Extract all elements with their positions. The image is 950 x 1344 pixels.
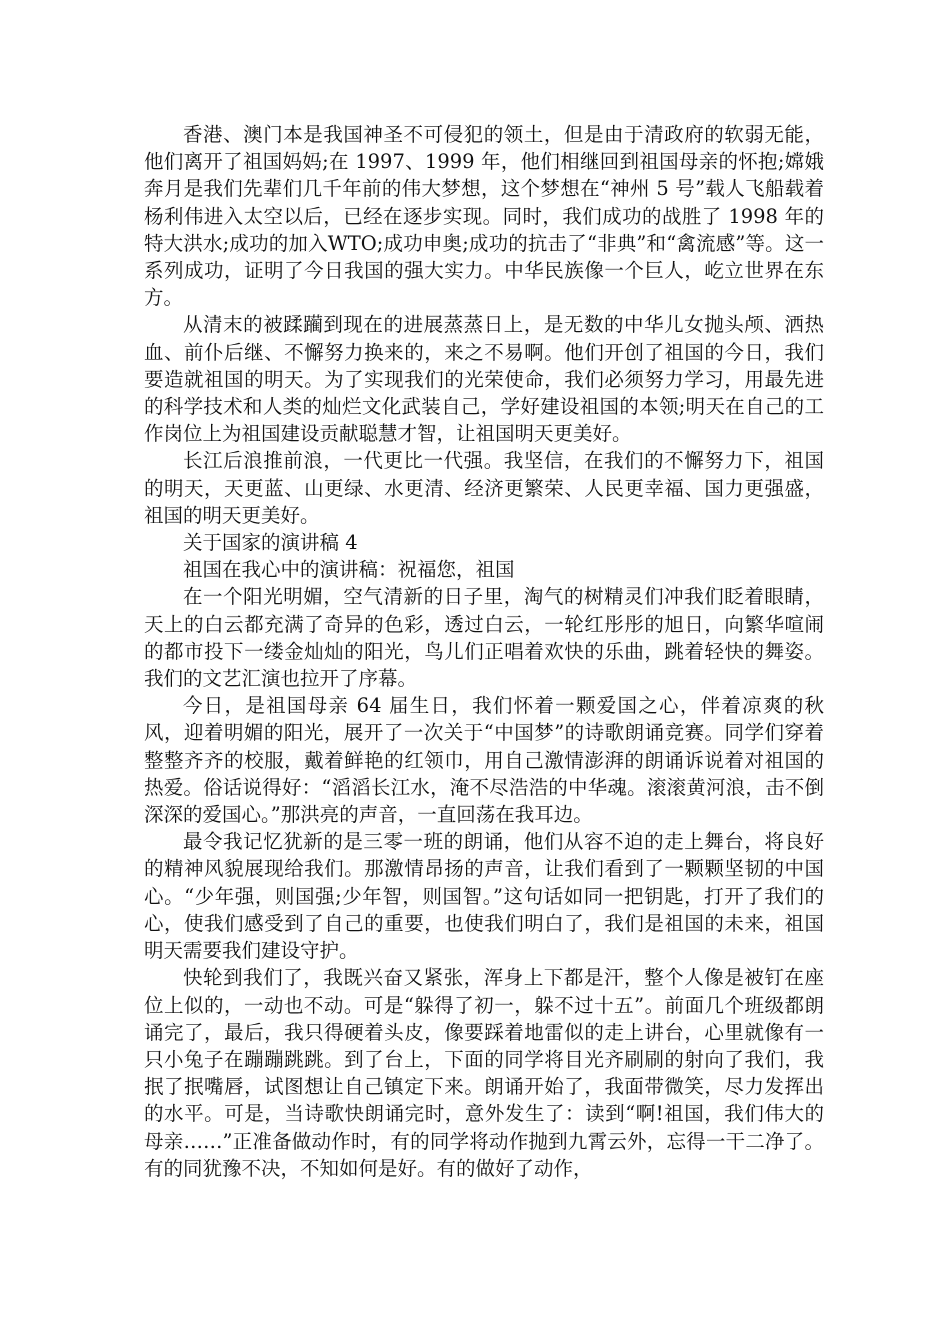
- paragraph-class-301: 最令我记忆犹新的是三零一班的朗诵，他们从容不迫的走上舞台，将良好的精神风貌展现给我们。那激情昂扬的声音，让我们看到了一颗颗坚韧的中国心。“少年强，则国强;少年智，则国智。”这句话如同一把钥匙，打开了我们的心，使我们感受到了自己的重要，也使我们明白了，我们是祖国的未来，祖国明天需要我们建设守护。: [144, 830, 824, 963]
- paragraph-our-turn: 快轮到我们了，我既兴奋又紧张，浑身上下都是汗，整个人像是被钉在座位上似的，一动也不动。可是“躲得了初一，躲不过十五”。前面几个班级都朗诵完了，最后，我只得硬着头皮，像要踩着地雷似的走上讲台，心里就像有一只小兔子在蹦蹦跳跳。到了台上，下面的同学将目光齐刷刷的射向了我们，我抿了抿嘴唇，试图想让自己镇定下来。朗诵开始了，我面带微笑，尽力发挥出的水平。可是，当诗歌快朗诵完时，意外发生了：读到“啊!祖国，我们伟大的母亲……”正准备做动作时，有的同学将动作抛到九霄云外，忘得一干二净了。有的同犹豫不决，不知如何是好。有的做好了动作，: [144, 966, 824, 1180]
- paragraph-sunny-day: 在一个阳光明媚，空气清新的日子里，淘气的树精灵们冲我们眨着眼睛，天上的白云都充满了奇异的色彩，透过白云，一轮红彤彤的旭日，向繁华喧闹的都市投下一缕金灿灿的阳光，鸟儿们正唱着欢快的乐曲，跳着轻快的舞姿。我们的文艺汇演也拉开了序幕。: [144, 585, 824, 691]
- paragraph-birthday: 今日，是祖国母亲 64 届生日，我们怀着一颗爱国之心，伴着凉爽的秋风，迎着明媚的阳光，展开了一次关于“中国梦”的诗歌朗诵竞赛。同学们穿着整整齐齐的校服，戴着鲜艳的红领巾，用自己激情澎湃的朗诵诉说着对祖国的热爱。俗话说得好：“滔滔长江水，淹不尽浩浩的中华魂。滚滚黄河浪，击不倒深深的爱国心。”那洪亮的声音，一直回荡在我耳边。: [144, 694, 824, 827]
- paragraph-history: 从清末的被蹂躏到现在的进展蒸蒸日上，是无数的中华儿女抛头颅、洒热血、前仆后继、不懈努力换来的，来之不易啊。他们开创了祖国的今日，我们要造就祖国的明天。为了实现我们的光荣使命，我们必须努力学习，用最先进的科学技术和人类的灿烂文化武装自己，学好建设祖国的本领;明天在自己的工作岗位上为祖国建设贡献聪慧才智，让祖国明天更美好。: [144, 313, 824, 446]
- section-heading: 关于国家的演讲稿 4: [183, 531, 358, 555]
- paragraph-yangtze: 长江后浪推前浪，一代更比一代强。我坚信，在我们的不懈努力下，祖国的明天，天更蓝、山更绿、水更清、经济更繁荣、人民更幸福、国力更强盛，祖国的明天更美好。: [144, 449, 824, 527]
- document-body: [144, 121, 824, 1182]
- paragraph-hongkong-macau: 香港、澳门本是我国神圣不可侵犯的领土，但是由于清政府的软弱无能，他们离开了祖国妈妈;在 1997、1999 年，他们相继回到祖国母亲的怀抱;嫦娥奔月是我们先辈们几千年前的伟大梦想，这个梦想在“神州 5 号”载人飞船载着杨利伟进入太空以后，已经在逐步实现。同时，我们成功的战胜了 1998 年的特大洪水;成功的加入WTO;成功申奥;成功的抗击了“非典”和“禽流感”等。这一系列成功，证明了今日我国的强大实力。中华民族像一个巨人，屹立世界在东方。: [144, 123, 824, 310]
- speech-title: 祖国在我心中的演讲稿：祝福您，祖国: [183, 558, 515, 582]
